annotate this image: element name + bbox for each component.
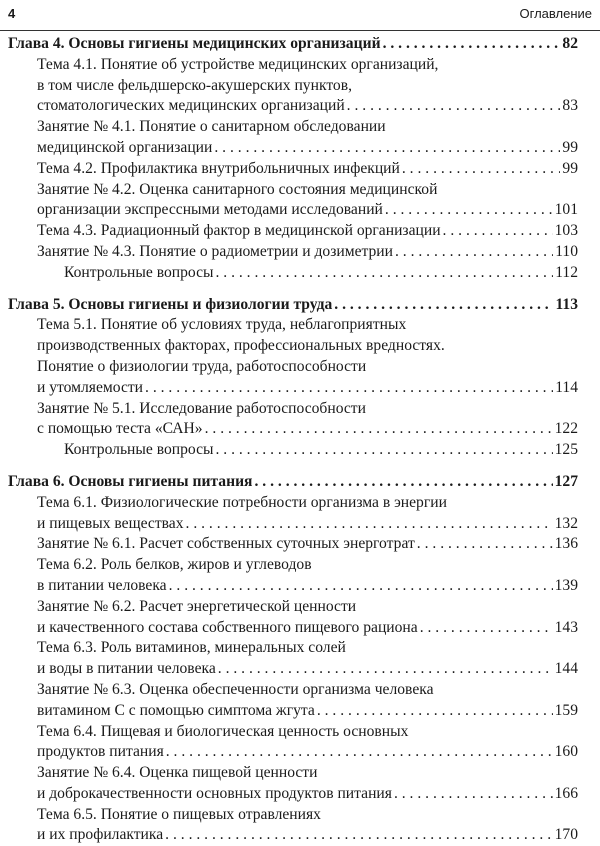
toc-entry — [0, 618, 600, 639]
dot-leader — [383, 34, 561, 55]
page-number: 4 — [8, 6, 16, 21]
page-ref: 99 — [562, 138, 578, 156]
toc-entry — [0, 722, 600, 743]
page-ref: 139 — [554, 576, 578, 594]
toc-entry-text: и пищевых веществах — [37, 514, 184, 532]
toc-entry-text: продуктов питания — [37, 743, 164, 761]
page-ref: 170 — [554, 826, 578, 844]
toc-entry-text: Тема 4.3. Радиационный фактор в медицинской организации — [37, 222, 441, 240]
page-ref: 122 — [554, 420, 578, 438]
page-ref: 114 — [555, 378, 578, 396]
toc-entry — [0, 493, 600, 514]
section-title: Оглавление — [519, 6, 592, 21]
review-questions — [0, 263, 600, 284]
toc-entry-text: и воды в питании человека — [37, 660, 216, 678]
toc-entry-text: Тема 4.2. Профилактика внутрибольничных инфекций — [37, 159, 400, 177]
dot-leader — [145, 378, 553, 399]
toc-entry-text: с помощью теста «САН» — [37, 420, 203, 438]
page-ref: 143 — [554, 618, 578, 636]
toc-entry-text: организации экспрессными методами исследований — [37, 201, 383, 219]
toc-entry-text: Тема 6.1. Физиологические потребности организма в энергии — [37, 493, 447, 511]
toc-entry — [0, 138, 600, 159]
page-ref: 136 — [554, 535, 578, 553]
page-ref: 110 — [555, 242, 578, 260]
dot-leader — [394, 784, 553, 805]
toc-entry-text: Занятие № 6.3. Оценка обеспеченности организма человека — [37, 680, 434, 698]
toc-entry — [0, 701, 600, 722]
toc-entry — [0, 221, 600, 242]
dot-leader — [402, 159, 561, 180]
toc-entry-text: в том числе фельдшерско-акушерских пунктов, — [37, 76, 352, 94]
toc-entry — [0, 357, 600, 378]
dot-leader — [255, 472, 553, 493]
toc-chapter — [0, 34, 600, 284]
dot-leader — [214, 138, 560, 159]
toc-entry-text: в питании человека — [37, 576, 167, 594]
page-ref: 101 — [554, 201, 578, 219]
toc-entry — [0, 315, 600, 336]
review-questions-text: Контрольные вопросы — [64, 441, 214, 459]
toc-entry-text: Тема 6.4. Пищевая и биологическая ценность основных — [37, 722, 409, 740]
toc-entry-text: стоматологических медицинских организаций — [37, 97, 345, 115]
toc-entry — [0, 200, 600, 221]
toc-entry — [0, 763, 600, 784]
toc-entry — [0, 659, 600, 680]
toc-entry-text: Занятие № 5.1. Исследование работоспособности — [37, 399, 366, 417]
chapter-heading — [0, 295, 600, 316]
dot-leader — [347, 96, 561, 117]
chapter-heading-text: Глава 5. Основы гигиены и физиологии труда — [8, 295, 333, 313]
toc-entry-text: Тема 4.1. Понятие об устройстве медицинских организаций, — [37, 55, 439, 73]
page-ref: 112 — [555, 263, 578, 281]
toc-entry-text: и их профилактика — [37, 826, 164, 844]
dot-leader — [334, 295, 553, 316]
review-questions — [0, 440, 600, 461]
running-header — [0, 0, 600, 31]
toc-entry — [0, 555, 600, 576]
dot-leader — [186, 514, 553, 535]
toc-entry-text: и утомляемости — [37, 378, 144, 396]
toc-entry — [0, 159, 600, 180]
dot-leader — [443, 221, 553, 242]
dot-leader — [395, 242, 553, 263]
dot-leader — [166, 742, 553, 763]
page-ref: 83 — [562, 97, 578, 115]
dot-leader — [205, 419, 553, 440]
dot-leader — [215, 263, 553, 284]
page-ref: 125 — [554, 441, 578, 459]
chapter-heading — [0, 472, 600, 493]
toc-entry — [0, 117, 600, 138]
table-of-contents — [0, 34, 600, 846]
toc-entry — [0, 680, 600, 701]
toc-entry — [0, 742, 600, 763]
page-ref: 99 — [562, 159, 578, 177]
page-ref: 132 — [554, 514, 578, 532]
page-ref: 144 — [554, 660, 578, 678]
toc-entry-text: Занятие № 6.2. Расчет энергетической ценности — [37, 597, 357, 615]
toc-entry — [0, 96, 600, 117]
page-ref: 113 — [555, 295, 578, 313]
toc-entry — [0, 399, 600, 420]
toc-entry-text: Занятие № 4.3. Понятие о радиометрии и дозиметрии — [37, 242, 393, 260]
toc-entry-text: и доброкачественности основных продуктов питания — [37, 784, 392, 802]
toc-entry — [0, 534, 600, 555]
toc-entry — [0, 514, 600, 535]
page-ref: 166 — [554, 784, 578, 802]
toc-entry — [0, 378, 600, 399]
review-questions-text: Контрольные вопросы — [64, 263, 214, 281]
dot-leader — [417, 534, 553, 555]
dot-leader — [317, 701, 553, 722]
dot-leader — [385, 200, 553, 221]
toc-entry-text: и качественного состава собственного пищевого рациона — [37, 618, 418, 636]
chapter-heading — [0, 34, 600, 55]
page-ref: 160 — [554, 743, 578, 761]
toc-entry-text: Занятие № 6.1. Расчет собственных суточных энерготрат — [37, 535, 415, 553]
toc-entry-text: Тема 5.1. Понятие об условиях труда, неблагоприятных — [37, 316, 407, 334]
toc-entry — [0, 638, 600, 659]
toc-entry — [0, 784, 600, 805]
dot-leader — [169, 576, 553, 597]
toc-entry — [0, 242, 600, 263]
toc-chapter — [0, 472, 600, 846]
page-ref: 127 — [554, 472, 578, 490]
toc-entry-text: Занятие № 6.4. Оценка пищевой ценности — [37, 764, 318, 782]
chapter-heading-text: Глава 6. Основы гигиены питания — [8, 472, 253, 490]
toc-entry — [0, 336, 600, 357]
toc-entry-text: медицинской организации — [37, 138, 213, 156]
toc-entry-text: Тема 6.3. Роль витаминов, минеральных солей — [37, 639, 346, 657]
toc-entry — [0, 576, 600, 597]
page-ref: 82 — [562, 35, 578, 52]
toc-entry-text: Занятие № 4.1. Понятие о санитарном обследовании — [37, 118, 386, 136]
dot-leader — [215, 440, 552, 461]
toc-entry — [0, 55, 600, 76]
toc-entry-text: Занятие № 4.2. Оценка санитарного состояния медицинской — [37, 180, 438, 198]
toc-entry — [0, 805, 600, 826]
toc-entry — [0, 419, 600, 440]
dot-leader — [420, 618, 553, 639]
toc-entry — [0, 597, 600, 618]
toc-entry-text: Понятие о физиологии труда, работоспособности — [37, 357, 367, 375]
toc-entry-text: производственных факторах, профессиональных вредностях. — [37, 337, 445, 355]
page-ref: 103 — [554, 222, 578, 240]
dot-leader — [218, 659, 553, 680]
toc-entry-text: витамином С с помощью симптома жгута — [37, 701, 315, 719]
page-ref: 159 — [554, 701, 578, 719]
toc-entry — [0, 180, 600, 201]
chapter-heading-text: Глава 4. Основы гигиены медицинских организаций — [8, 35, 381, 52]
toc-entry-text: Тема 6.5. Понятие о пищевых отравлениях — [37, 805, 321, 823]
toc-chapter — [0, 295, 600, 461]
toc-entry — [0, 76, 600, 97]
toc-entry-text: Тема 6.2. Роль белков, жиров и углеводов — [37, 556, 312, 574]
